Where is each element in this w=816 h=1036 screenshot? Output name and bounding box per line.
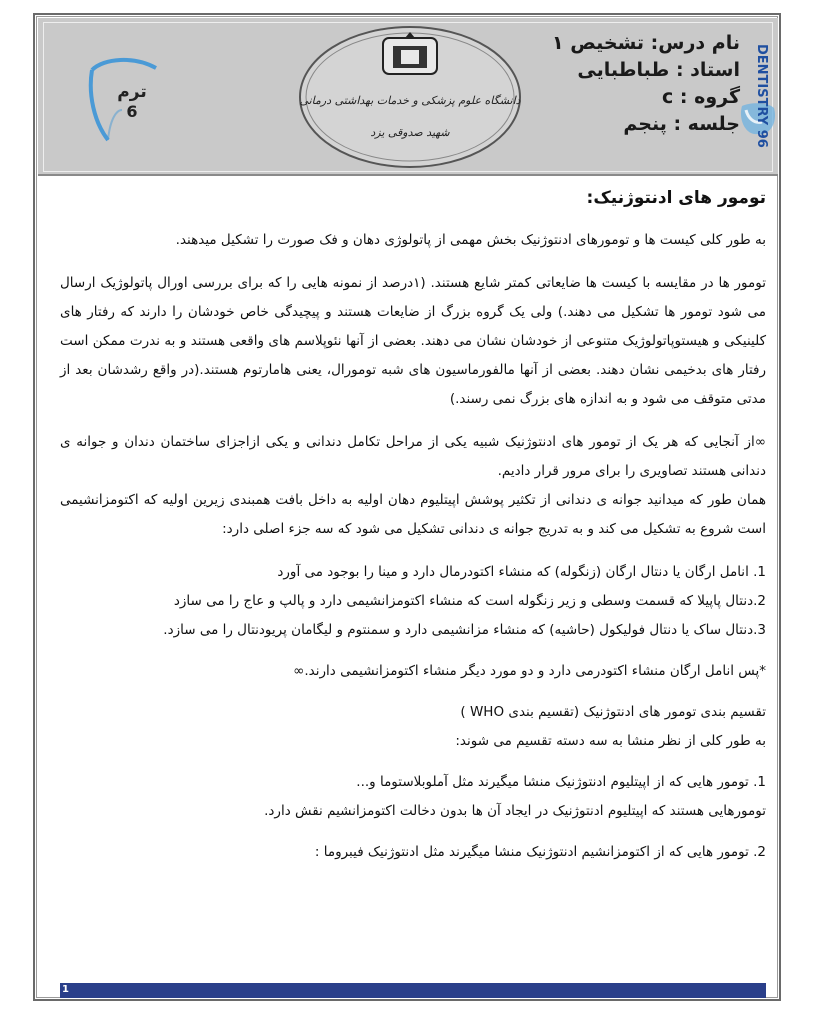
category-1-title: 1. تومور هایی که از اپیتلیوم ادنتوژنیک منشا میگیرند مثل آملوبلاستوما و...	[356, 774, 766, 790]
classification-title: تقسیم بندی تومور های ادنتوژنیک (تقسیم بندی WHO )	[460, 704, 766, 720]
term-number: 6	[126, 102, 138, 121]
dentistry-badge-icon	[736, 36, 780, 156]
university-logo	[297, 24, 523, 170]
page-number: 1	[62, 984, 69, 995]
session-label: جلسه :	[673, 113, 740, 135]
comparison-paragraph: تومور ها در مقایسه با کیست ها ضایعاتی کمتر شایع هستند. (۱درصد از نمونه هایی را که برای بررسی اورال پاتولوژیک ارسال می شود تومور ها تشکیل می دهند.) ولی یک گروه بزرگ از ضایعات هستند و پیچیدگی خاص خودشان را دارند که رفتار های کلینیکی و هیستوپاتولوژیک متنوعی از خودشان نشان می دهند. بعضی از آنها نئوپلاسم های واقعی هستند و به ندرت ممکن است رفتار های بدخیمی نشان دهند. بعضی از آنها مالفورماسیون های شبه تومورال، یعنی هامارتوم هستند.(در واقع رشدشان بعد از مدتی متوقف می شود و به اندازه های بزرگ نمی رسند.)	[60, 275, 766, 407]
list-item-enamel-organ: 1. انامل ارگان یا دنتال ارگان (زنگوله) که منشاء اکتودرمال دارد و مینا را بوجود می آورد	[277, 564, 766, 580]
logo-text-line1: دانشگاه علوم پزشکی و خدمات بهداشتی درمانی	[299, 94, 521, 107]
intro-paragraph: به طور کلی کیست ها و تومورهای ادنتوژنیک بخش مهمی از پاتولوژی دهان و فک صورت را تشکیل میدهند.	[175, 232, 766, 248]
list-item-dental-papilla: 2.دنتال پاپیلا که قسمت وسطی و زیر زنگوله است که منشاء اکتومزانشیمی دارد و پالپ و عاج را می سازد	[173, 593, 766, 609]
category-2-title: 2. تومور هایی که از اکتومزانشیم ادنتوژنیک منشا میگیرند مثل ادنتوژنیک فیبروما :	[314, 844, 766, 860]
badge-text: DENTISTRY 96	[754, 44, 769, 148]
logo-text-line2: شهید صدوقی یزد	[370, 126, 450, 139]
development-paragraph: ∞از آنجایی که هر یک از تومور های ادنتوژنیک شبیه یکی از مراحل تکامل دندانی و یکی ازاجزای ساختمان دندان و جوانه ی دندانی هستند تصاویری را برای مرور قرار دادیم.	[60, 434, 766, 479]
origin-note: *پس انامل ارگان منشاء اکتودرمی دارد و دو مورد دیگر منشاء اکتومزانشیمی دارند.∞	[293, 663, 766, 679]
emblem-icon	[383, 32, 437, 74]
session-value: پنجم	[623, 113, 667, 135]
course-row	[552, 30, 740, 57]
teacher-row	[552, 57, 740, 84]
term-label: ترم	[117, 82, 147, 102]
teacher-value: طباطبایی	[577, 59, 670, 81]
course-value: تشخیص ۱	[551, 32, 645, 54]
section-title: تومور های ادنتوژنیک:	[586, 188, 766, 208]
teacher-label: استاد :	[675, 59, 740, 81]
footer-bar	[60, 983, 766, 998]
document-body	[60, 188, 766, 867]
session-row	[552, 111, 740, 138]
tooth-germ-paragraph: همان طور که میدانید جوانه ی دندانی از تکثیر پوشش اپیتلیوم دهان اولیه به داخل بافت همبندی زیرین اولیه که اکتومزانشیمی است شروع به تشکیل می کند و به تدریج جوانه ی دندانی تشکیل می شود که سه جزء اصلی دارد:	[60, 492, 766, 537]
course-label: نام درس:	[650, 32, 740, 54]
classification-intro: به طور کلی از نظر منشا به سه دسته تقسیم می شوند:	[455, 733, 766, 749]
category-1-description: تومورهایی هستند که اپیتلیوم ادنتوژنیک در ایجاد آن ها بدون دخالت اکتومزانشیم نقش دارد.	[264, 803, 766, 819]
group-row	[552, 84, 740, 111]
list-item-dental-sac: 3.دنتال ساک یا دنتال فولیکول (حاشیه) که منشاء مزانشیمی دارد و سمنتوم و لیگامان پریودنتال را می سازد.	[163, 622, 766, 638]
course-info	[552, 30, 740, 138]
group-value: c	[662, 86, 674, 108]
group-label: گروه :	[679, 86, 740, 108]
